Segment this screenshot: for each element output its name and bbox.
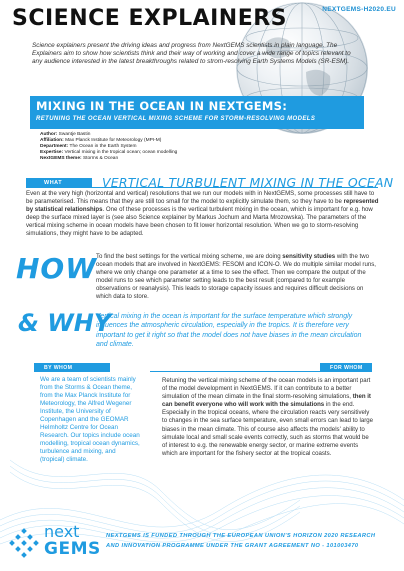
intro-text: Science explainers present the driving ideas and progress from NextGEMS scientists in plain language. The Explainers aim to show how scientists think and their way of working and cover a wide range of topics relevant to any audience interested in the latest breakthroughs related to strom-resolving Earth Systems Models (SR-ESM). [32,42,351,66]
banner-subtitle: RETUNING THE OCEAN VERTICAL MIXING SCHEME FOR STORM-RESOLVING MODELS [36,116,316,122]
why-heading: & WHY [18,309,112,337]
meta-affiliation: Affiliation: Max Planck Institute for Meteorology (MPI-M) [40,138,162,143]
page-title: SCIENCE EXPLAINERS [12,6,288,31]
what-heading: VERTICAL TURBULENT MIXING IN THE OCEAN [102,175,394,190]
funding-line-1: NEXTGEMS IS FUNDED THROUGH THE EUROPEAN UNION'S HORIZON 2020 RESEARCH [106,533,376,539]
for-whom-body: Retuning the vertical mixing scheme of the ocean models is an important part of the model development in NextGEMS. If it can contribute to a better simulation of the mean climate in the final storm-resolving simulations, then it can benefit everyone who will work with the simulations in the end. Especially in the tropical oceans, where the circulation reacts very sensitively to changes in the sea surface temperature, even small errors can lead to large biases in the mean climate. This of course also affects the models' ability to simulate local and small scale events correctly, such as storms that would be of interest to e.g. the renewable energy sector, or marine extreme events which are important for the fishery sector at the tropical coasts. [162,377,374,457]
meta-theme: NextGEMS theme: Storms & Ocean [40,156,119,161]
why-body: Vertical mixing in the ocean is important for the surface temperature which strongly influences the atmospheric circulation, especially in the tropics. It is therefore very important to get it right so that the model does not have biases in the mean circulation and climate. [96,313,362,349]
how-body: To find the best settings for the vertical mixing scheme, we are doing sensitivity studies with the two ocean models that are involved in NextGEMS: FESOM and ICON-O. We do multiple similar model runs, where we only change one parameter at a time to see the effect. Then we compare the output of the model runs to see which parameter setting leads to the best result (compared to for example observations or reanalysis). This leads to storage capacity issues and requires difficult decisions on which data to store. [96,253,376,301]
nextgems-logo-icon [6,527,42,563]
author-meta [40,132,177,162]
funding-statement [106,531,396,551]
what-tag: WHAT [26,178,92,188]
for-whom-divider [150,371,320,372]
what-body: Even at the very high (horizontal and vertical) resolutions that we run our models with in NextGEMS, some processes still have to be parameterised. This means that they are still too small for the model to explicitly simulate them, so they have to be represented by statistical relationships. One of these processes is the vertical turbulent mixing in the ocean, which is important for e.g. how deep the surface mixed layer is (see also Science explainer by Markus Jochum and Marta Mrozowska). The parameters of the vertical mixing scheme in ocean models have been chosen to fit lower horizontal resolution. When we go to storm-resolving simulations, they might have to be adapted. [26,190,379,238]
meta-author: Author: Swantje Bastin [40,132,91,137]
funding-line-2: AND INNOVATION PROGRAMME UNDER THE GRANT AGREEMENT NO - 101003470 [106,543,359,549]
meta-expertise: Expertise: Vertical mixing in the tropical ocean; ocean modelling [40,150,178,155]
for-whom-tag: FOR WHOM [320,363,372,372]
hashtag-label: NEXTGEMS-H2020.EU [322,6,396,13]
banner-title: MIXING IN THE OCEAN IN NEXTGEMS: [36,99,288,113]
how-heading: HOW [16,252,98,285]
meta-department: Department: The Ocean in the Earth System [40,144,137,149]
by-whom-tag: BY WHOM [34,363,110,372]
logo-text-next: next [44,522,80,541]
by-whom-body: We are a team of scientists mainly from the Storms & Ocean theme, from the Max Planck Institute for Meteorology, the Alfred Wegener Institute, the University of Copenhagen and the GEOMAR Helmholtz Centre for Ocean Research. Our topics include ocean modelling, tropical ocean dynamics, turbulence and mixing, and (tropical) climate. [40,376,140,463]
logo-text-gems: GEMS [44,539,101,559]
